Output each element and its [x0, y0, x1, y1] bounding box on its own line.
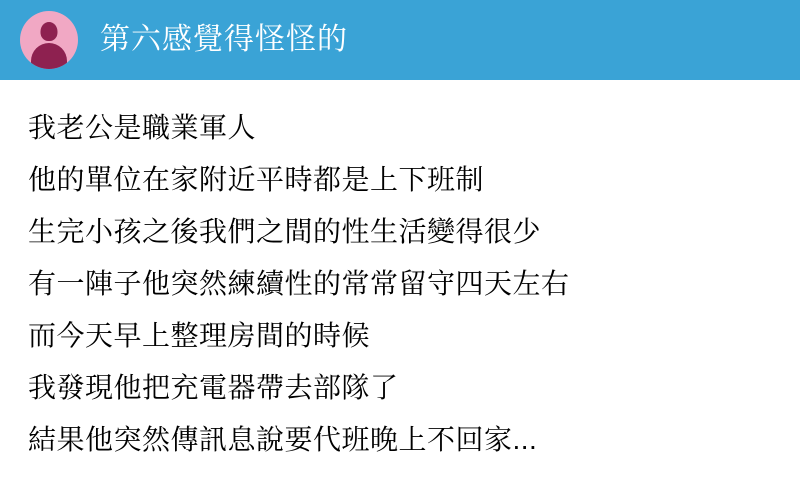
avatar — [20, 11, 78, 69]
body-line: 生完小孩之後我們之間的性生活變得很少 — [28, 216, 542, 247]
body-line: 我發現他把充電器帶去部隊了 — [28, 372, 399, 403]
body-line: 有一陣子他突然練續性的常常留守四天左右 — [28, 268, 570, 299]
user-silhouette-body-icon — [31, 43, 67, 69]
body-line: 而今天早上整理房間的時候 — [28, 320, 371, 351]
user-silhouette-icon — [41, 22, 58, 41]
page-title: 第六感覺得怪怪的 — [100, 23, 348, 56]
body-line: 結果他突然傳訊息說要代班晚上不回家... — [28, 424, 538, 455]
body-line: 他的單位在家附近平時都是上下班制 — [28, 164, 485, 195]
body-line: 我老公是職業軍人 — [28, 112, 257, 143]
page-header — [0, 0, 800, 80]
article-body — [0, 80, 800, 466]
